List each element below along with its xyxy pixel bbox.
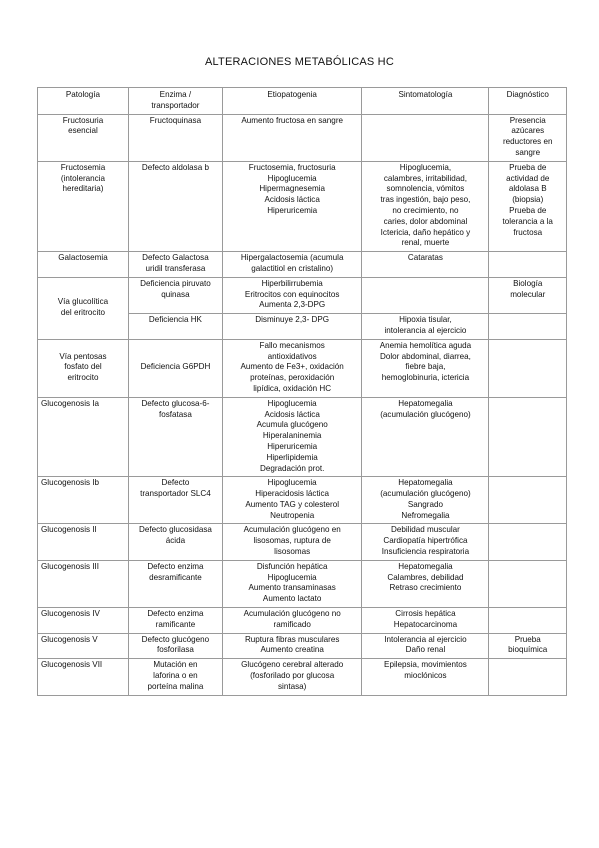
cell-enzima: Deficiencia G6PDH xyxy=(128,339,222,397)
cell-sintomatologia: Hepatomegalia Calambres, debilidad Retraso crecimiento xyxy=(362,560,489,607)
cell-etiopatogenia: Acumulación glucógeno no ramificado xyxy=(222,608,361,634)
table-row xyxy=(38,477,567,524)
cell-diagnostico xyxy=(489,560,567,607)
cell-enzima: Deficiencia HK xyxy=(128,314,222,340)
cell-diagnostico: Prueba de actividad de aldolasa B (biopsia) Prueba de tolerancia a la fructosa xyxy=(489,161,567,251)
cell-enzima: Deficiencia piruvato quinasa xyxy=(128,277,222,313)
cell-patologia: Glucogenosis Ib xyxy=(38,477,129,524)
cell-patologia: Fructosemia (intolerancia hereditaria) xyxy=(38,161,129,251)
cell-enzima: Fructoquinasa xyxy=(128,114,222,161)
table-header-row xyxy=(38,88,567,115)
cell-enzima: Defecto glucógeno fosforilasa xyxy=(128,633,222,659)
table-row xyxy=(38,252,567,278)
cell-diagnostico xyxy=(489,339,567,397)
cell-diagnostico: Prueba bioquímica xyxy=(489,633,567,659)
cell-enzima: Defecto aldolasa b xyxy=(128,161,222,251)
header-enzima: Enzima / transportador xyxy=(128,88,222,115)
cell-sintomatologia xyxy=(362,114,489,161)
table-row xyxy=(38,524,567,560)
cell-enzima: Mutación en laforina o en porteína malina xyxy=(128,659,222,695)
cell-patologia: Glucogenosis V xyxy=(38,633,129,659)
cell-etiopatogenia: Ruptura fibras musculares Aumento creatina xyxy=(222,633,361,659)
header-etiopatogenia: Etiopatogenia xyxy=(222,88,361,115)
cell-diagnostico xyxy=(489,477,567,524)
cell-etiopatogenia: Fructosemia, fructosuria Hipoglucemia Hipermagnesemia Acidosis láctica Hiperuricemia xyxy=(222,161,361,251)
cell-sintomatologia: Debilidad muscular Cardiopatía hipertrófica Insuficiencia respiratoria xyxy=(362,524,489,560)
cell-etiopatogenia: Disminuye 2,3- DPG xyxy=(222,314,361,340)
cell-etiopatogenia: Hipoglucemia Hiperacidosis láctica Aumento TAG y colesterol Neutropenia xyxy=(222,477,361,524)
cell-sintomatologia: Intolerancia al ejercicio Daño renal xyxy=(362,633,489,659)
cell-patologia: Glucogenosis VII xyxy=(38,659,129,695)
cell-sintomatologia: Hipoxia tisular, intolerancia al ejercicio xyxy=(362,314,489,340)
table-row xyxy=(38,161,567,251)
cell-enzima: Defecto glucosa-6- fosfatasa xyxy=(128,397,222,477)
cell-diagnostico xyxy=(489,252,567,278)
cell-sintomatologia: Anemia hemolítica aguda Dolor abdominal, diarrea, fiebre baja, hemoglobinuria, ictericia xyxy=(362,339,489,397)
table-row xyxy=(38,114,567,161)
cell-patologia: Glucogenosis II xyxy=(38,524,129,560)
cell-enzima: Defecto glucosidasa ácida xyxy=(128,524,222,560)
cell-etiopatogenia: Acumulación glucógeno en lisosomas, ruptura de lisosomas xyxy=(222,524,361,560)
cell-sintomatologia: Hepatomegalia (acumulación glucógeno) xyxy=(362,397,489,477)
table-row xyxy=(38,397,567,477)
header-diagnostico: Diagnóstico xyxy=(489,88,567,115)
cell-diagnostico xyxy=(489,659,567,695)
cell-patologia: Glucogenosis Ia xyxy=(38,397,129,477)
cell-sintomatologia: Cataratas xyxy=(362,252,489,278)
cell-etiopatogenia: Glucógeno cerebral alterado (fosforilado por glucosa sintasa) xyxy=(222,659,361,695)
cell-diagnostico xyxy=(489,608,567,634)
table-row xyxy=(38,560,567,607)
cell-enzima: Defecto transportador SLC4 xyxy=(128,477,222,524)
cell-patologia: Vía pentosas fosfato del eritrocito xyxy=(38,339,129,397)
cell-patologia: Fructosuria esencial xyxy=(38,114,129,161)
table-row xyxy=(38,659,567,695)
cell-enzima: Defecto enzima desramificante xyxy=(128,560,222,607)
cell-diagnostico: Biología molecular xyxy=(489,277,567,313)
table-row xyxy=(38,277,567,313)
cell-enzima: Defecto enzima ramificante xyxy=(128,608,222,634)
cell-sintomatologia xyxy=(362,277,489,313)
table-row xyxy=(38,608,567,634)
cell-patologia: Glucogenosis III xyxy=(38,560,129,607)
cell-sintomatologia: Epilepsia, movimientos mioclónicos xyxy=(362,659,489,695)
metabolic-disorders-table xyxy=(37,87,567,696)
header-patologia: Patología xyxy=(38,88,129,115)
cell-patologia: Vía glucolítica del eritrocito xyxy=(38,277,129,339)
cell-etiopatogenia: Aumento fructosa en sangre xyxy=(222,114,361,161)
cell-patologia: Galactosemia xyxy=(38,252,129,278)
cell-diagnostico: Presencia azúcares reductores en sangre xyxy=(489,114,567,161)
cell-diagnostico xyxy=(489,314,567,340)
cell-sintomatologia: Cirrosis hepática Hepatocarcinoma xyxy=(362,608,489,634)
cell-etiopatogenia: Hiperbilirrubemia Eritrocitos con equinocitos Aumenta 2,3-DPG xyxy=(222,277,361,313)
cell-diagnostico xyxy=(489,397,567,477)
cell-enzima: Defecto Galactosa uridil transferasa xyxy=(128,252,222,278)
cell-etiopatogenia: Hipoglucemia Acidosis láctica Acumula glucógeno Hiperalaninemia Hiperuricemia Hiperlipidemia Degradación prot. xyxy=(222,397,361,477)
cell-etiopatogenia: Hipergalactosemia (acumula galactitiol en cristalino) xyxy=(222,252,361,278)
page-title: ALTERACIONES METABÓLICAS HC xyxy=(205,56,394,68)
cell-sintomatologia: Hipoglucemia, calambres, irritabilidad, somnolencia, vómitos tras ingestión, bajo peso, no crecimiento, no caries, dolor abdominal Ictericia, daño hepático y renal, muerte xyxy=(362,161,489,251)
table-row xyxy=(38,339,567,397)
cell-patologia: Glucogenosis IV xyxy=(38,608,129,634)
header-sintomatologia: Sintomatología xyxy=(362,88,489,115)
table-row xyxy=(38,633,567,659)
cell-sintomatologia: Hepatomegalia (acumulación glucógeno) Sangrado Nefromegalia xyxy=(362,477,489,524)
cell-diagnostico xyxy=(489,524,567,560)
cell-etiopatogenia: Fallo mecanismos antioxidativos Aumento de Fe3+, oxidación proteínas, peroxidación lipídica, oxidación HC xyxy=(222,339,361,397)
cell-etiopatogenia: Disfunción hepática Hipoglucemia Aumento transaminasas Aumento lactato xyxy=(222,560,361,607)
